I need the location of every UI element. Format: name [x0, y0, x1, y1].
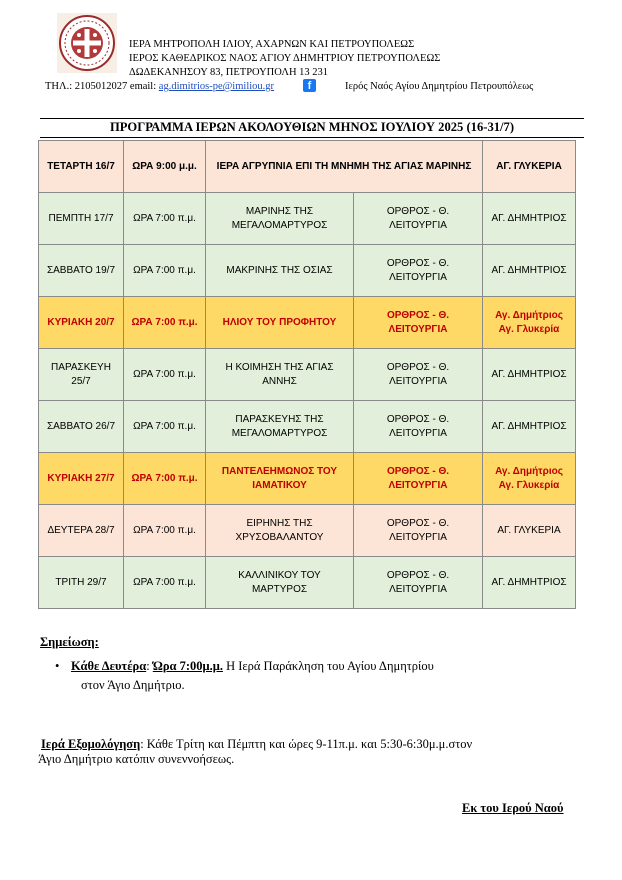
cell-church: ΑΓ. ΓΛΥΚΕΡΙΑ: [483, 505, 576, 557]
cell-time: ΩΡΑ 7:00 π.μ.: [124, 505, 206, 557]
note-bullet-line2: στον Άγιο Δημήτριο.: [81, 678, 185, 692]
schedule-table: [38, 140, 576, 609]
page-title: ΠΡΟΓΡΑΜΜΑ ΙΕΡΩΝ ΑΚΟΛΟΥΘΙΩΝ ΜΗΝΟΣ ΙΟΥΛΙΟΥ 2025 (16-31/7): [109, 120, 515, 134]
cell-time: ΩΡΑ 7:00 π.μ.: [124, 297, 206, 349]
cell-day: ΚΥΡΙΑΚΗ 27/7: [39, 453, 124, 505]
confession-line: [41, 737, 472, 752]
email-link[interactable]: ag.dimitrios-pe@imiliou.gr: [158, 81, 275, 92]
cell-feast: ΠΑΡΑΣΚΕΥΗΣ ΤΗΣ ΜΕΓΑΛΟΜΑΡΤΥΡΟΣ: [206, 401, 354, 453]
cell-feast: ΚΑΛΛΙΝΙΚΟΥ ΤΟΥ ΜΑΡΤΥΡΟΣ: [206, 557, 354, 609]
cell-service: ΟΡΘΡΟΣ - Θ. ΛΕΙΤΟΥΡΓΙΑ: [354, 401, 483, 453]
cell-church: ΑΓ. ΔΗΜΗΤΡΙΟΣ: [483, 193, 576, 245]
header-address: ΔΩΔΕΚΑΝΗΣΟΥ 83, ΠΕΤΡΟΥΠΟΛΗ 13 231: [129, 67, 329, 78]
bullet-icon: •: [55, 659, 60, 673]
cell-church: ΑΓ. ΔΗΜΗΤΡΙΟΣ: [483, 349, 576, 401]
note-separator: :: [146, 659, 153, 673]
schedule-row: [39, 505, 576, 557]
schedule-row: [39, 141, 576, 193]
phone-label: ΤΗΛ.: 2105012027 email:: [45, 81, 157, 92]
cell-time: ΩΡΑ 7:00 π.μ.: [124, 557, 206, 609]
note-heading: Σημείωση:: [40, 635, 99, 649]
cell-church: Αγ. Δημήτριος Αγ. Γλυκερία: [483, 297, 576, 349]
cell-church: ΑΓ. ΔΗΜΗΤΡΙΟΣ: [483, 557, 576, 609]
title-bottom-rule: [40, 137, 584, 138]
confession-text: : Κάθε Τρίτη και Πέμπτη και ώρες 9-11π.μ. και 5:30-6:30μ.μ.στον: [140, 737, 473, 751]
cell-service: ΟΡΘΡΟΣ - Θ. ΛΕΙΤΟΥΡΓΙΑ: [354, 349, 483, 401]
cell-service: ΟΡΘΡΟΣ - Θ. ΛΕΙΤΟΥΡΓΙΑ: [354, 453, 483, 505]
note-time: Ώρα 7:00μ.μ.: [152, 659, 223, 673]
cell-feast: ΙΕΡΑ ΑΓΡΥΠΝΙΑ ΕΠΙ ΤΗ ΜΝΗΜΗ ΤΗΣ ΑΓΙΑΣ ΜΑΡΙΝΗΣ: [206, 141, 483, 193]
cell-feast: ΗΛΙΟΥ ΤΟΥ ΠΡΟΦΗΤΟΥ: [206, 297, 354, 349]
cell-feast: ΕΙΡΗΝΗΣ ΤΗΣ ΧΡΥΣΟΒΑΛΑΝΤΟΥ: [206, 505, 354, 557]
header-cathedral: ΙΕΡΟΣ ΚΑΘΕΔΡΙΚΟΣ ΝΑΟΣ ΑΓΙΟΥ ΔΗΜΗΤΡΙΟΥ ΠΕΤΡΟΥΠΟΛΕΩΣ: [129, 53, 441, 64]
cell-feast: ΠΑΝΤΕΛΕΗΜΩΝΟΣ ΤΟΥ ΙΑΜΑΤΙΚΟΥ: [206, 453, 354, 505]
cell-time: ΩΡΑ 7:00 π.μ.: [124, 245, 206, 297]
cell-time: ΩΡΑ 7:00 π.μ.: [124, 349, 206, 401]
cell-feast: ΜΑΚΡΙΝΗΣ ΤΗΣ ΟΣΙΑΣ: [206, 245, 354, 297]
confession-line2: Άγιο Δημήτριο κατόπιν συνεννοήσεως.: [38, 752, 235, 766]
cell-day: ΠΕΜΠΤΗ 17/7: [39, 193, 124, 245]
cell-church: ΑΓ. ΔΗΜΗΤΡΙΟΣ: [483, 245, 576, 297]
cell-day: ΤΕΤΑΡΤΗ 16/7: [39, 141, 124, 193]
schedule-row: [39, 297, 576, 349]
cell-day: ΤΡΙΤΗ 29/7: [39, 557, 124, 609]
header-diocese: ΙΕΡΑ ΜΗΤΡΟΠΟΛΗ ΙΛΙΟΥ, ΑΧΑΡΝΩΝ ΚΑΙ ΠΕΤΡΟΥΠΟΛΕΩΣ: [129, 39, 415, 50]
church-seal-logo: [57, 13, 117, 73]
confession-label: Ιερά Εξομολόγηση: [41, 737, 141, 751]
cell-church: ΑΓ. ΓΛΥΚΕΡΙΑ: [483, 141, 576, 193]
schedule-row: [39, 349, 576, 401]
cell-time: ΩΡΑ 9:00 μ.μ.: [124, 141, 206, 193]
signature: Εκ του Ιερού Ναού: [462, 801, 564, 815]
contact-line: [45, 81, 274, 92]
schedule-row: [39, 453, 576, 505]
cell-day: ΣΑΒΒΑΤΟ 26/7: [39, 401, 124, 453]
cell-church: Αγ. Δημήτριος Αγ. Γλυκερία: [483, 453, 576, 505]
title-top-rule: [40, 118, 584, 119]
cell-service: ΟΡΘΡΟΣ - Θ. ΛΕΙΤΟΥΡΓΙΑ: [354, 297, 483, 349]
cell-church: ΑΓ. ΔΗΜΗΤΡΙΟΣ: [483, 401, 576, 453]
note-day: Κάθε Δευτέρα: [71, 659, 147, 673]
cell-time: ΩΡΑ 7:00 π.μ.: [124, 453, 206, 505]
cell-service: ΟΡΘΡΟΣ - Θ. ΛΕΙΤΟΥΡΓΙΑ: [354, 245, 483, 297]
cell-feast: ΜΑΡΙΝΗΣ ΤΗΣ ΜΕΓΑΛΟΜΑΡΤΥΡΟΣ: [206, 193, 354, 245]
cell-day: ΣΑΒΒΑΤΟ 19/7: [39, 245, 124, 297]
schedule-row: [39, 557, 576, 609]
note-text: Η Ιερά Παράκληση του Αγίου Δημητρίου: [222, 659, 434, 673]
facebook-icon[interactable]: f: [303, 79, 316, 92]
note-bullet: [55, 659, 434, 674]
schedule-row: [39, 401, 576, 453]
cell-day: ΔΕΥΤΕΡΑ 28/7: [39, 505, 124, 557]
cell-time: ΩΡΑ 7:00 π.μ.: [124, 193, 206, 245]
cell-service: ΟΡΘΡΟΣ - Θ. ΛΕΙΤΟΥΡΓΙΑ: [354, 557, 483, 609]
schedule-row: [39, 193, 576, 245]
cell-day: ΚΥΡΙΑΚΗ 20/7: [39, 297, 124, 349]
schedule-row: [39, 245, 576, 297]
cell-feast: Η ΚΟΙΜΗΣΗ ΤΗΣ ΑΓΙΑΣ ΑΝΝΗΣ: [206, 349, 354, 401]
church-name: Ιερός Ναός Αγίου Δημητρίου Πετρουπόλεως: [345, 81, 534, 92]
cell-service: ΟΡΘΡΟΣ - Θ. ΛΕΙΤΟΥΡΓΙΑ: [354, 505, 483, 557]
cell-service: ΟΡΘΡΟΣ - Θ. ΛΕΙΤΟΥΡΓΙΑ: [354, 193, 483, 245]
cell-day: ΠΑΡΑΣΚΕΥΗ 25/7: [39, 349, 124, 401]
cell-time: ΩΡΑ 7:00 π.μ.: [124, 401, 206, 453]
